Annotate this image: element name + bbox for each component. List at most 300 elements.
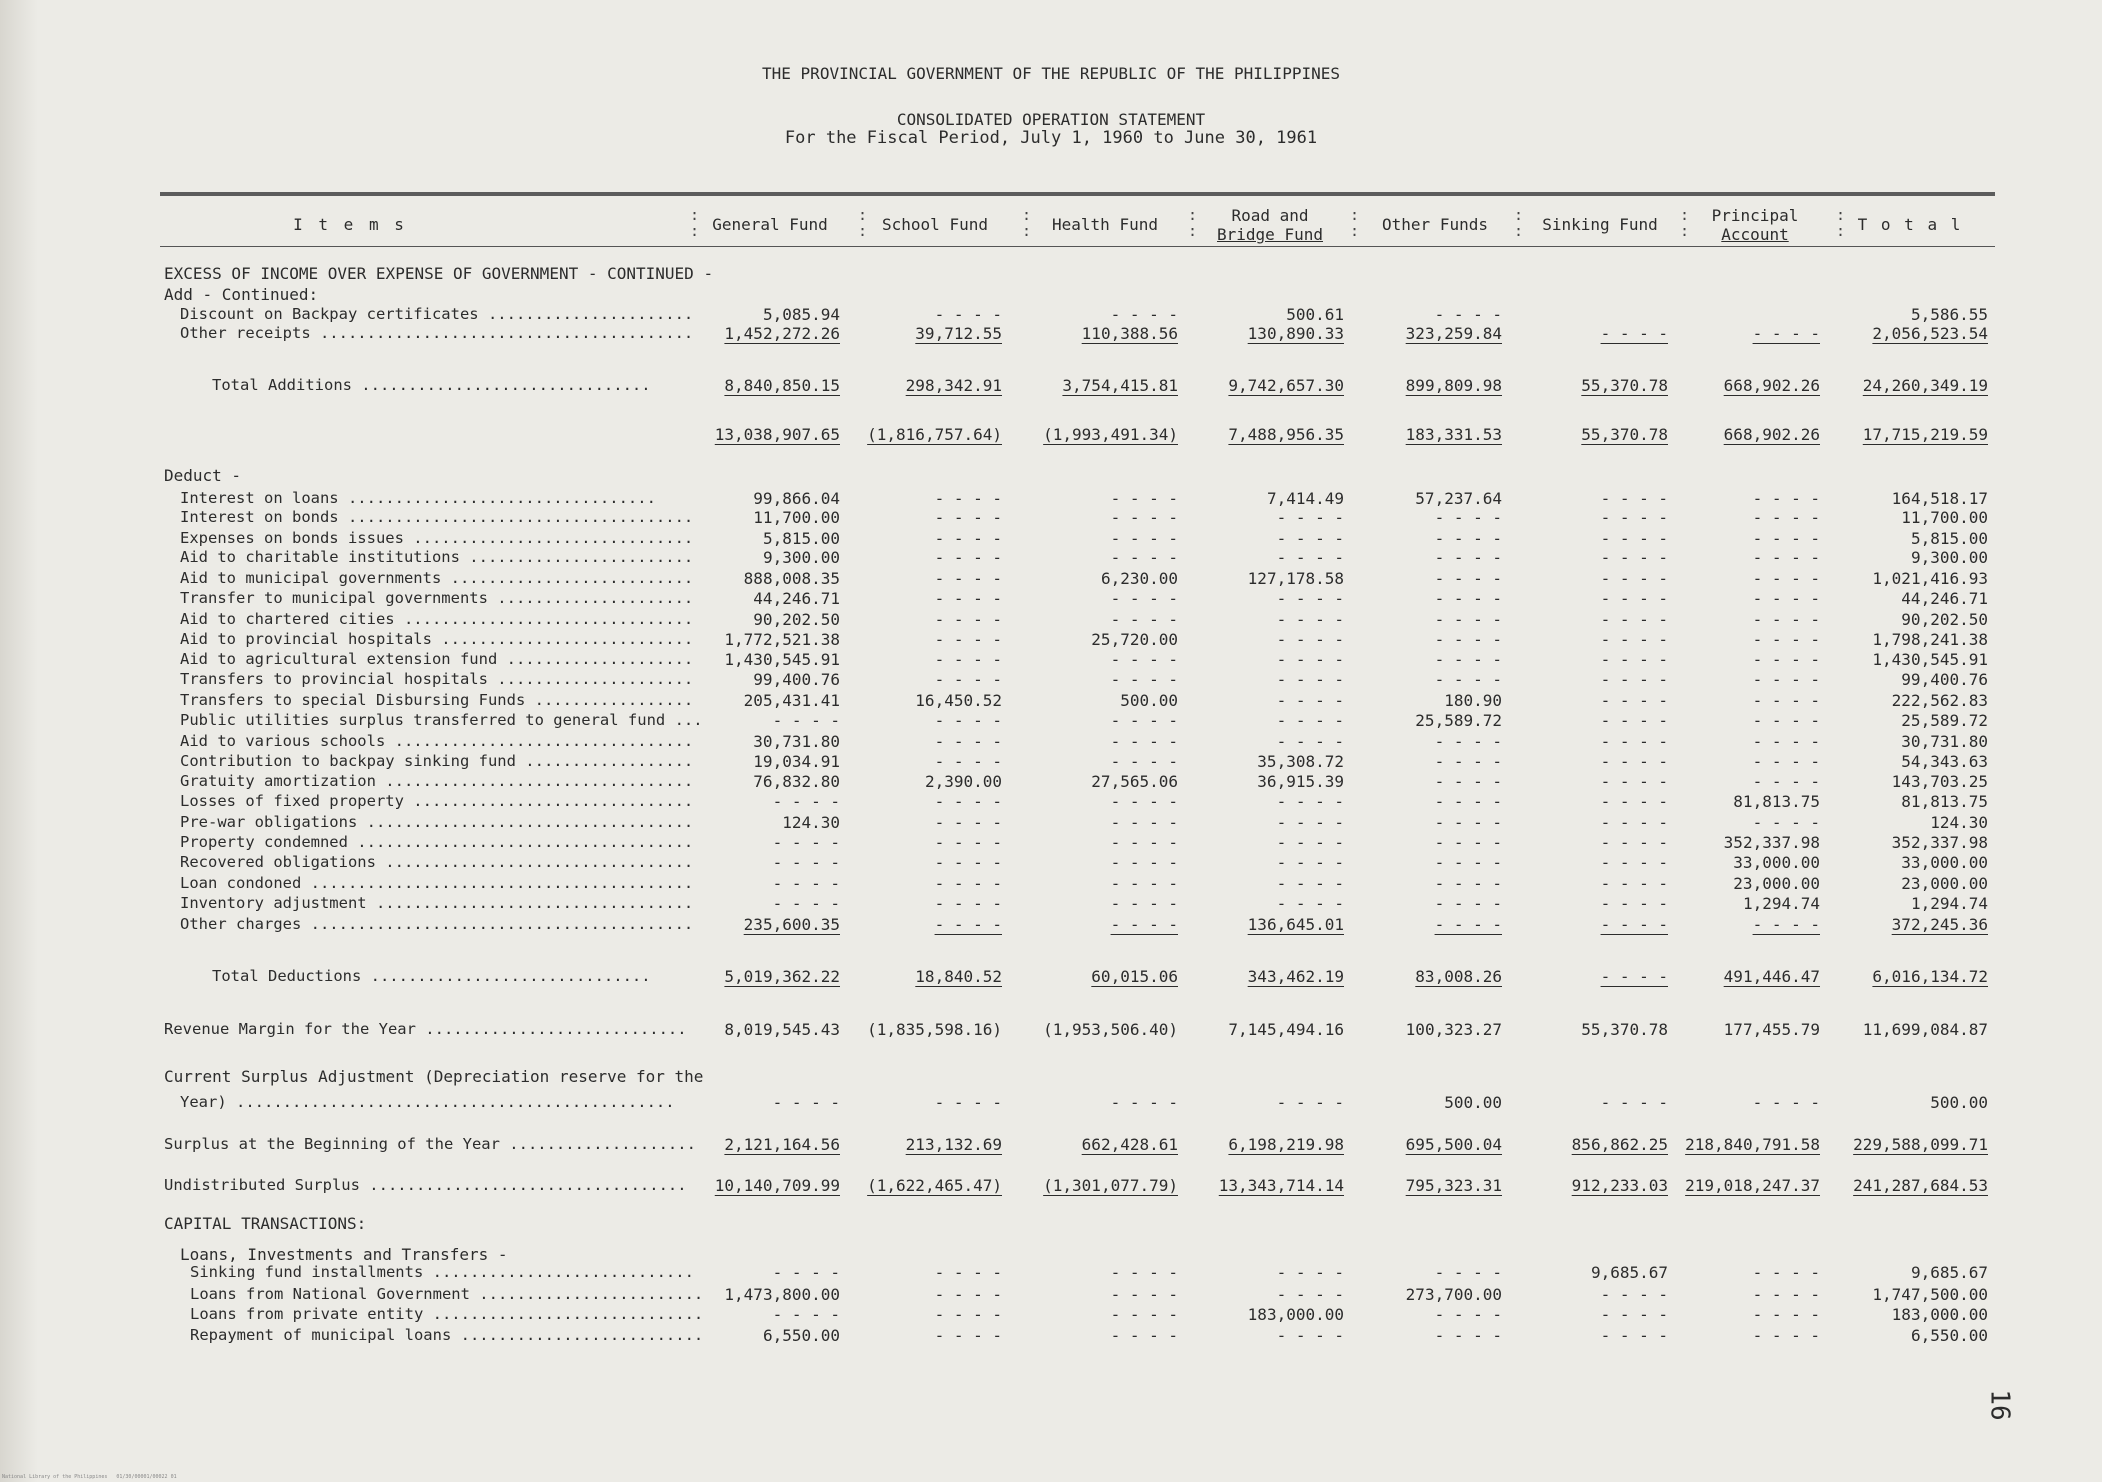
cell-value: - - - -: [1276, 508, 1344, 527]
cell-value: 11,699,084.87: [1862, 1020, 1988, 1039]
cell-value: - - - -: [1600, 874, 1668, 893]
cell-value: - - - -: [1276, 732, 1344, 751]
cell-value: - - - -: [1110, 650, 1178, 669]
row-label: Surplus at the Beginning of the Year ....................: [164, 1135, 696, 1153]
row-label: Aid to agricultural extension fund ....................: [180, 650, 694, 668]
row-label: Transfers to special Disbursing Funds .................: [180, 691, 694, 709]
cell-value: - - - -: [1600, 650, 1668, 669]
cell-value: - - - -: [1434, 548, 1502, 567]
cell-value: - - - -: [1276, 610, 1344, 629]
row-label: Total Additions ...............................: [212, 376, 651, 394]
cell-value: - - - -: [1434, 813, 1502, 832]
cell-value: - - - -: [1600, 1326, 1668, 1345]
column-separator: :: [1680, 222, 1690, 240]
cell-value: (1,993,491.34): [1043, 425, 1178, 444]
cell-value: 23,000.00: [1901, 874, 1988, 893]
cell-value: - - - -: [1600, 772, 1668, 791]
cell-value: 25,720.00: [1091, 630, 1178, 649]
cell-value: 500.61: [1286, 305, 1344, 324]
cell-value: - - - -: [1276, 670, 1344, 689]
section-excess: EXCESS OF INCOME OVER EXPENSE OF GOVERNMENT - CONTINUED -: [164, 264, 714, 283]
cell-value: 352,337.98: [1891, 833, 1988, 852]
cell-value: - - - -: [934, 548, 1002, 567]
cell-value: - - - -: [1600, 1285, 1668, 1304]
cell-value: - - - -: [772, 1093, 840, 1112]
cell-value: - - - -: [1600, 610, 1668, 629]
cell-value: 3,754,415.81: [1062, 376, 1178, 395]
cell-value: 180.90: [1444, 691, 1502, 710]
cell-value: - - - -: [1434, 752, 1502, 771]
row-label: Transfer to municipal governments .....................: [180, 589, 694, 607]
cell-value: - - - -: [1110, 711, 1178, 730]
cell-value: - - - -: [934, 630, 1002, 649]
section-capital: CAPITAL TRANSACTIONS:: [164, 1214, 367, 1233]
column-separator: :: [1350, 222, 1360, 240]
cell-value: - - - -: [934, 1263, 1002, 1282]
column-separator: :: [1836, 222, 1846, 240]
cell-value: 241,287,684.53: [1853, 1176, 1988, 1195]
cell-value: - - - -: [1752, 589, 1820, 608]
col-principal-header-line1: Principal: [1711, 206, 1799, 225]
row-label: Undistributed Surplus ..................................: [164, 1176, 687, 1194]
cell-value: - - - -: [1600, 691, 1668, 710]
cell-value: - - - -: [772, 792, 840, 811]
cell-value: 54,343.63: [1901, 752, 1988, 771]
cell-value: - - - -: [1110, 1285, 1178, 1304]
cell-value: - - - -: [1752, 1263, 1820, 1282]
cell-value: 35,308.72: [1257, 752, 1344, 771]
cell-value: 668,902.26: [1723, 425, 1820, 444]
cell-value: - - - -: [1600, 711, 1668, 730]
cell-value: 662,428.61: [1081, 1135, 1178, 1154]
cell-value: - - - -: [934, 1093, 1002, 1112]
cell-value: 491,446.47: [1723, 967, 1820, 986]
cell-value: - - - -: [934, 833, 1002, 852]
cell-value: - - - -: [934, 853, 1002, 872]
cell-value: - - - -: [1752, 508, 1820, 527]
section-deduct: Deduct -: [164, 466, 242, 485]
cell-value: - - - -: [772, 711, 840, 730]
cell-value: - - - -: [934, 1285, 1002, 1304]
cell-value: 110,388.56: [1081, 324, 1178, 343]
header-bottom-rule: [160, 246, 1995, 247]
cell-value: 33,000.00: [1901, 853, 1988, 872]
cell-value: 500.00: [1444, 1093, 1502, 1112]
col-general-header: General Fund: [712, 215, 828, 234]
cell-value: 6,230.00: [1100, 569, 1178, 588]
cell-value: - - - -: [1110, 548, 1178, 567]
cell-value: - - - -: [1276, 1285, 1344, 1304]
cell-value: - - - -: [1110, 1326, 1178, 1345]
cell-value: - - - -: [772, 874, 840, 893]
cell-value: 30,731.80: [753, 732, 840, 751]
cell-value: 343,462.19: [1247, 967, 1344, 986]
cell-value: - - - -: [1276, 1093, 1344, 1112]
cell-value: 13,343,714.14: [1218, 1176, 1344, 1195]
cell-value: - - - -: [1434, 569, 1502, 588]
cell-value: 6,550.00: [762, 1326, 840, 1345]
cell-value: 1,294.74: [1742, 894, 1820, 913]
cell-value: - - - -: [1276, 1263, 1344, 1282]
cell-value: - - - -: [1434, 1326, 1502, 1345]
cell-value: 6,550.00: [1910, 1326, 1988, 1345]
cell-value: 57,237.64: [1415, 489, 1502, 508]
column-separator: :: [1350, 206, 1360, 224]
cell-value: 352,337.98: [1723, 833, 1820, 852]
row-label: Aid to charitable institutions ........................: [180, 548, 694, 566]
row-label: Sinking fund installments ............................: [190, 1263, 694, 1281]
column-separator: :: [1022, 206, 1032, 224]
cell-value: 2,056,523.54: [1872, 324, 1988, 343]
col-road-header: [1195, 206, 1345, 244]
cell-value: 27,565.06: [1091, 772, 1178, 791]
fiscal-period: For the Fiscal Period, July 1, 1960 to June 30, 1961: [784, 128, 1318, 148]
cell-value: 205,431.41: [743, 691, 840, 710]
cell-value: 1,430,545.91: [724, 650, 840, 669]
cell-value: - - - -: [1434, 508, 1502, 527]
cell-value: - - - -: [1276, 711, 1344, 730]
cell-value: 1,452,272.26: [724, 324, 840, 343]
cell-value: - - - -: [1434, 670, 1502, 689]
cell-value: 6,016,134.72: [1872, 967, 1988, 986]
cell-value: - - - -: [1434, 1305, 1502, 1324]
cell-value: - - - -: [1600, 792, 1668, 811]
cell-value: 8,840,850.15: [724, 376, 840, 395]
cell-value: 9,300.00: [762, 548, 840, 567]
cell-value: - - - -: [1752, 752, 1820, 771]
cell-value: 55,370.78: [1581, 1020, 1668, 1039]
cell-value: 23,000.00: [1733, 874, 1820, 893]
cell-value: (1,816,757.64): [867, 425, 1002, 444]
footer-stamp: National Library of the Philippines 01/30/00001/00022 01: [2, 1474, 177, 1480]
cell-value: - - - -: [1434, 630, 1502, 649]
column-separator: :: [690, 222, 700, 240]
cell-value: - - - -: [1276, 529, 1344, 548]
cell-value: - - - -: [1276, 650, 1344, 669]
row-label: Aid to various schools ................................: [180, 732, 694, 750]
statement-title: CONSOLIDATED OPERATION STATEMENT: [896, 110, 1206, 129]
cell-value: - - - -: [1276, 853, 1344, 872]
cell-value: 17,715,219.59: [1862, 425, 1988, 444]
col-health-header: Health Fund: [1052, 215, 1158, 234]
cell-value: 6,198,219.98: [1228, 1135, 1344, 1154]
cell-value: - - - -: [1600, 670, 1668, 689]
cell-value: - - - -: [1434, 589, 1502, 608]
cell-value: - - - -: [1110, 833, 1178, 852]
cell-value: 1,772,521.38: [724, 630, 840, 649]
cell-value: - - - -: [1752, 772, 1820, 791]
row-label: Interest on loans .................................: [180, 489, 656, 507]
cell-value: - - - -: [1110, 853, 1178, 872]
column-separator: :: [1680, 206, 1690, 224]
cell-value: 7,145,494.16: [1228, 1020, 1344, 1039]
cell-value: - - - -: [1110, 670, 1178, 689]
cell-value: - - - -: [1600, 853, 1668, 872]
cell-value: 219,018,247.37: [1685, 1176, 1820, 1195]
cell-value: 81,813.75: [1901, 792, 1988, 811]
cell-value: - - - -: [1110, 610, 1178, 629]
row-label: Contribution to backpay sinking fund ..................: [180, 752, 694, 770]
cell-value: - - - -: [1110, 732, 1178, 751]
cell-value: 90,202.50: [753, 610, 840, 629]
col-principal-header-line2: Account: [1721, 225, 1789, 244]
col-other-header: Other Funds: [1382, 215, 1488, 234]
cell-value: - - - -: [1752, 1326, 1820, 1345]
cell-value: 164,518.17: [1891, 489, 1988, 508]
cell-value: - - - -: [1752, 1305, 1820, 1324]
row-label: Losses of fixed property ..............................: [180, 792, 694, 810]
cell-value: - - - -: [1276, 691, 1344, 710]
col-school-header: School Fund: [882, 215, 988, 234]
cell-value: 372,245.36: [1891, 915, 1988, 934]
cell-value: - - - -: [1110, 874, 1178, 893]
cell-value: - - - -: [1752, 324, 1820, 343]
cell-value: 183,331.53: [1405, 425, 1502, 444]
cell-value: 1,473,800.00: [724, 1285, 840, 1304]
cell-value: - - - -: [1110, 792, 1178, 811]
report-title: THE PROVINCIAL GOVERNMENT OF THE REPUBLIC OF THE PHILIPPINES: [762, 64, 1340, 83]
cell-value: 83,008.26: [1415, 967, 1502, 986]
cell-value: 9,685.67: [1910, 1263, 1988, 1282]
cell-value: 222,562.83: [1891, 691, 1988, 710]
cell-value: - - - -: [934, 569, 1002, 588]
cell-value: 33,000.00: [1733, 853, 1820, 872]
cell-value: - - - -: [1600, 589, 1668, 608]
cell-value: - - - -: [1600, 548, 1668, 567]
cell-value: - - - -: [1600, 569, 1668, 588]
column-separator: :: [1022, 222, 1032, 240]
cell-value: - - - -: [1434, 650, 1502, 669]
cell-value: - - - -: [934, 305, 1002, 324]
cell-value: 500.00: [1120, 691, 1178, 710]
cell-value: - - - -: [1110, 1093, 1178, 1112]
column-separator: :: [690, 206, 700, 224]
cell-value: - - - -: [934, 732, 1002, 751]
row-label: Expenses on bonds issues ..............................: [180, 529, 694, 547]
cell-value: - - - -: [1600, 1093, 1668, 1112]
current-surplus-label-line1: Current Surplus Adjustment (Depreciation reserve for the: [164, 1067, 704, 1086]
cell-value: 7,414.49: [1266, 489, 1344, 508]
cell-value: - - - -: [934, 874, 1002, 893]
cell-value: - - - -: [1434, 732, 1502, 751]
cell-value: - - - -: [772, 894, 840, 913]
cell-value: - - - -: [1110, 305, 1178, 324]
cell-value: 323,259.84: [1405, 324, 1502, 343]
cell-value: - - - -: [1600, 324, 1668, 343]
cell-value: 124.30: [782, 813, 840, 832]
cell-value: - - - -: [1600, 752, 1668, 771]
row-label: Loans from private entity .............................: [190, 1305, 704, 1323]
cell-value: - - - -: [934, 508, 1002, 527]
cell-value: - - - -: [1276, 874, 1344, 893]
cell-value: - - - -: [934, 1305, 1002, 1324]
cell-value: 183,000.00: [1891, 1305, 1988, 1324]
cell-value: - - - -: [1600, 732, 1668, 751]
cell-value: - - - -: [1110, 752, 1178, 771]
cell-value: 81,813.75: [1733, 792, 1820, 811]
row-label: Loan condoned .........................................: [180, 874, 694, 892]
row-label: Other receipts ........................................: [180, 324, 694, 342]
cell-value: - - - -: [934, 915, 1002, 934]
cell-value: 235,600.35: [743, 915, 840, 934]
cell-value: - - - -: [772, 1305, 840, 1324]
col-road-header-line1: Road and: [1231, 206, 1309, 225]
column-separator: :: [1514, 206, 1524, 224]
cell-value: - - - -: [934, 752, 1002, 771]
cell-value: - - - -: [1434, 305, 1502, 324]
cell-value: - - - -: [1600, 1305, 1668, 1324]
row-label: Other charges .........................................: [180, 915, 694, 933]
row-label: Interest on bonds .....................................: [180, 508, 694, 526]
row-label: Transfers to provincial hospitals .....................: [180, 670, 694, 688]
cell-value: 44,246.71: [753, 589, 840, 608]
cell-value: 298,342.91: [905, 376, 1002, 395]
cell-value: - - - -: [934, 589, 1002, 608]
cell-value: 668,902.26: [1723, 376, 1820, 395]
cell-value: 5,815.00: [762, 529, 840, 548]
cell-value: - - - -: [1752, 650, 1820, 669]
cell-value: 8,019,545.43: [724, 1020, 840, 1039]
col-items-header: I t e m s: [293, 215, 407, 234]
cell-value: - - - -: [1110, 813, 1178, 832]
cell-value: (1,953,506.40): [1043, 1020, 1178, 1039]
cell-value: - - - -: [1110, 508, 1178, 527]
column-separator: :: [858, 206, 868, 224]
row-label: Aid to municipal governments ..........................: [180, 569, 694, 587]
cell-value: 19,034.91: [753, 752, 840, 771]
cell-value: - - - -: [1276, 894, 1344, 913]
col-sinking-header: Sinking Fund: [1542, 215, 1658, 234]
cell-value: 2,121,164.56: [724, 1135, 840, 1154]
cell-value: 24,260,349.19: [1862, 376, 1988, 395]
cell-value: 36,915.39: [1257, 772, 1344, 791]
cell-value: - - - -: [1434, 894, 1502, 913]
cell-value: - - - -: [1434, 772, 1502, 791]
cell-value: 11,700.00: [753, 508, 840, 527]
cell-value: - - - -: [772, 833, 840, 852]
cell-value: 99,400.76: [1901, 670, 1988, 689]
cell-value: 888,008.35: [743, 569, 840, 588]
cell-value: - - - -: [1752, 813, 1820, 832]
row-label: Public utilities surplus transferred to general fund ...: [180, 711, 703, 729]
cell-value: - - - -: [1110, 915, 1178, 934]
row-label: Inventory adjustment ..................................: [180, 894, 694, 912]
cell-value: (1,622,465.47): [867, 1176, 1002, 1195]
cell-value: 99,866.04: [753, 489, 840, 508]
cell-value: 5,815.00: [1910, 529, 1988, 548]
cell-value: - - - -: [1434, 792, 1502, 811]
cell-value: 2,390.00: [924, 772, 1002, 791]
cell-value: - - - -: [934, 650, 1002, 669]
row-label: Revenue Margin for the Year ............................: [164, 1020, 687, 1038]
cell-value: (1,301,077.79): [1043, 1176, 1178, 1195]
cell-value: 5,085.94: [762, 305, 840, 324]
cell-value: (1,835,598.16): [867, 1020, 1002, 1039]
cell-value: - - - -: [1752, 670, 1820, 689]
cell-value: - - - -: [934, 813, 1002, 832]
cell-value: 1,747,500.00: [1872, 1285, 1988, 1304]
cell-value: - - - -: [934, 792, 1002, 811]
cell-value: - - - -: [1276, 630, 1344, 649]
row-label: Discount on Backpay certificates ......................: [180, 305, 694, 323]
cell-value: - - - -: [1600, 489, 1668, 508]
cell-value: - - - -: [1752, 610, 1820, 629]
cell-value: 7,488,956.35: [1228, 425, 1344, 444]
row-label: Year) ...............................................: [180, 1093, 675, 1111]
cell-value: 127,178.58: [1247, 569, 1344, 588]
cell-value: - - - -: [1752, 732, 1820, 751]
cell-value: 136,645.01: [1247, 915, 1344, 934]
cell-value: - - - -: [1752, 915, 1820, 934]
cell-value: 9,685.67: [1590, 1263, 1668, 1282]
cell-value: - - - -: [1752, 1285, 1820, 1304]
cell-value: - - - -: [1600, 833, 1668, 852]
cell-value: - - - -: [1110, 489, 1178, 508]
cell-value: 1,798,241.38: [1872, 630, 1988, 649]
cell-value: 130,890.33: [1247, 324, 1344, 343]
cell-value: - - - -: [1752, 569, 1820, 588]
cell-value: 124.30: [1930, 813, 1988, 832]
row-label: Gratuity amortization .................................: [180, 772, 694, 790]
cell-value: 795,323.31: [1405, 1176, 1502, 1195]
cell-value: 856,862.25: [1571, 1135, 1668, 1154]
cell-value: - - - -: [934, 894, 1002, 913]
cell-value: 1,021,416.93: [1872, 569, 1988, 588]
cell-value: 899,809.98: [1405, 376, 1502, 395]
cell-value: - - - -: [1434, 874, 1502, 893]
column-separator: :: [858, 222, 868, 240]
cell-value: - - - -: [1752, 529, 1820, 548]
cell-value: 10,140,709.99: [714, 1176, 840, 1195]
cell-value: 1,430,545.91: [1872, 650, 1988, 669]
cell-value: - - - -: [1110, 1305, 1178, 1324]
page-number: 16: [1984, 1389, 2015, 1421]
cell-value: - - - -: [1110, 529, 1178, 548]
cell-value: - - - -: [1600, 508, 1668, 527]
cell-value: 229,588,099.71: [1853, 1135, 1988, 1154]
cell-value: - - - -: [772, 853, 840, 872]
cell-value: - - - -: [1276, 548, 1344, 567]
row-label: Recovered obligations .................................: [180, 853, 694, 871]
cell-value: - - - -: [1276, 813, 1344, 832]
cell-value: - - - -: [1276, 792, 1344, 811]
cell-value: - - - -: [1434, 853, 1502, 872]
cell-value: - - - -: [1600, 630, 1668, 649]
cell-value: 25,589.72: [1415, 711, 1502, 730]
cell-value: 273,700.00: [1405, 1285, 1502, 1304]
cell-value: 5,586.55: [1910, 305, 1988, 324]
cell-value: - - - -: [934, 610, 1002, 629]
cell-value: 100,323.27: [1405, 1020, 1502, 1039]
cell-value: - - - -: [1434, 1263, 1502, 1282]
column-separator: :: [1836, 206, 1846, 224]
cell-value: - - - -: [1434, 915, 1502, 934]
cell-value: - - - -: [1752, 1093, 1820, 1112]
section-add: Add - Continued:: [164, 285, 319, 304]
cell-value: 218,840,791.58: [1685, 1135, 1820, 1154]
cell-value: 25,589.72: [1901, 711, 1988, 730]
cell-value: 44,246.71: [1901, 589, 1988, 608]
cell-value: - - - -: [1752, 630, 1820, 649]
cell-value: 99,400.76: [753, 670, 840, 689]
cell-value: - - - -: [1110, 894, 1178, 913]
cell-value: - - - -: [1600, 967, 1668, 986]
cell-value: 90,202.50: [1901, 610, 1988, 629]
cell-value: - - - -: [1752, 489, 1820, 508]
cell-value: - - - -: [1600, 915, 1668, 934]
col-principal-header: [1690, 206, 1820, 244]
col-road-header-line2: Bridge Fund: [1217, 225, 1323, 244]
